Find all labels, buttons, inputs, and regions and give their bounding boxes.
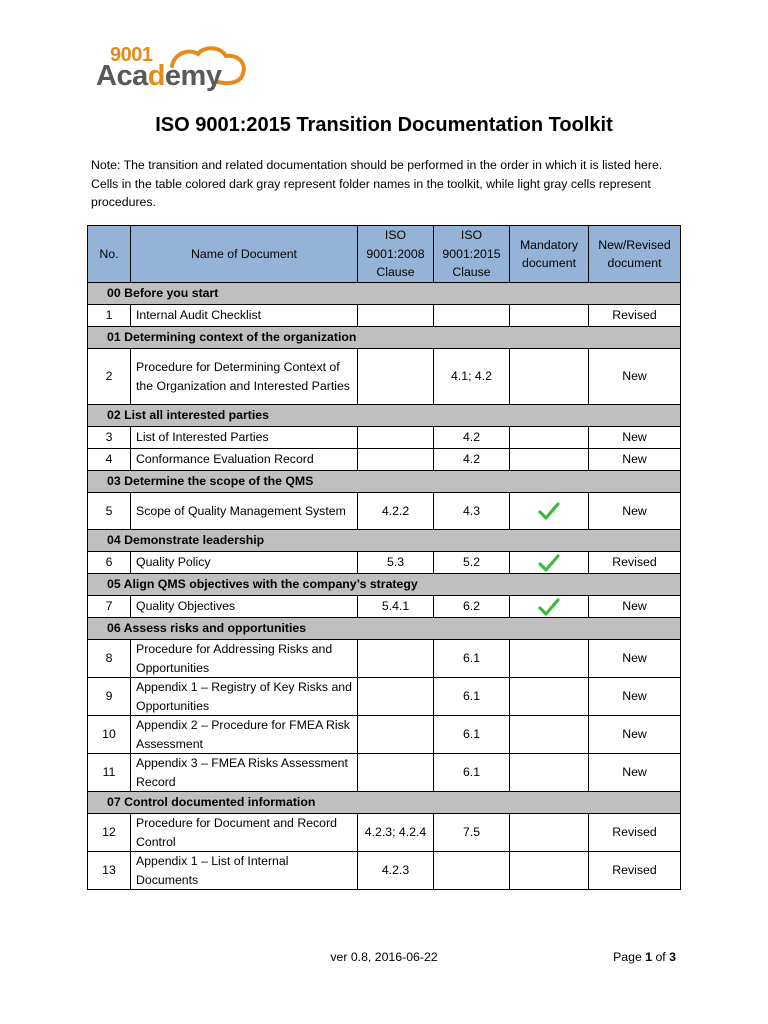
status-cell: Revised xyxy=(589,552,681,574)
row-number: 10 xyxy=(88,716,131,754)
folder-name: 01 Determining context of the organization xyxy=(88,327,681,349)
mandatory-cell xyxy=(510,552,589,574)
iso2015-clause: 6.1 xyxy=(434,754,510,792)
row-number: 7 xyxy=(88,596,131,618)
iso2008-clause xyxy=(358,449,434,471)
status-cell: Revised xyxy=(589,305,681,327)
iso2015-clause: 7.5 xyxy=(434,814,510,852)
row-number: 9 xyxy=(88,678,131,716)
row-number: 4 xyxy=(88,449,131,471)
document-name: Conformance Evaluation Record xyxy=(131,449,358,471)
status-cell: New xyxy=(589,716,681,754)
logo-number: 9001 xyxy=(110,44,153,66)
document-name: Appendix 2 – Procedure for FMEA Risk Assessment xyxy=(131,716,358,754)
folder-row xyxy=(88,471,681,493)
folder-name: 06 Assess risks and opportunities xyxy=(88,618,681,640)
table-row xyxy=(88,305,681,327)
iso2015-clause: 4.2 xyxy=(434,449,510,471)
row-number: 6 xyxy=(88,552,131,574)
document-name: Quality Policy xyxy=(131,552,358,574)
document-name: Appendix 1 – Registry of Key Risks and Opportunities xyxy=(131,678,358,716)
header-mandatory: Mandatory document xyxy=(510,226,589,283)
status-cell: New xyxy=(589,449,681,471)
status-cell: New xyxy=(589,427,681,449)
table-row xyxy=(88,640,681,678)
iso2008-clause xyxy=(358,349,434,405)
mandatory-cell xyxy=(510,349,589,405)
folder-row xyxy=(88,618,681,640)
document-name: Appendix 3 – FMEA Risks Assessment Record xyxy=(131,754,358,792)
row-number: 13 xyxy=(88,852,131,890)
document-name: Scope of Quality Management System xyxy=(131,493,358,530)
iso2015-clause: 5.2 xyxy=(434,552,510,574)
iso2008-clause: 5.3 xyxy=(358,552,434,574)
iso2008-clause: 4.2.2 xyxy=(358,493,434,530)
folder-row xyxy=(88,574,681,596)
iso2008-clause: 5.4.1 xyxy=(358,596,434,618)
iso2008-clause xyxy=(358,716,434,754)
mandatory-cell xyxy=(510,449,589,471)
mandatory-cell xyxy=(510,640,589,678)
mandatory-cell xyxy=(510,427,589,449)
folder-name: 05 Align QMS objectives with the company’s strategy xyxy=(88,574,681,596)
document-name: Quality Objectives xyxy=(131,596,358,618)
iso2008-clause xyxy=(358,678,434,716)
document-name: Procedure for Determining Context of the Organization and Interested Parties xyxy=(131,349,358,405)
iso2008-clause xyxy=(358,754,434,792)
status-cell: Revised xyxy=(589,852,681,890)
table-row xyxy=(88,814,681,852)
checkmark-icon xyxy=(515,597,583,617)
row-number: 1 xyxy=(88,305,131,327)
table-row xyxy=(88,493,681,530)
mandatory-cell xyxy=(510,596,589,618)
iso2015-clause: 4.2 xyxy=(434,427,510,449)
mandatory-cell xyxy=(510,814,589,852)
table-row xyxy=(88,596,681,618)
folder-row xyxy=(88,792,681,814)
table-row xyxy=(88,449,681,471)
table-header-row xyxy=(88,226,681,283)
documents-table xyxy=(87,225,681,890)
mandatory-cell xyxy=(510,754,589,792)
mandatory-cell xyxy=(510,678,589,716)
iso2015-clause: 6.2 xyxy=(434,596,510,618)
document-name: Procedure for Document and Record Control xyxy=(131,814,358,852)
folder-row xyxy=(88,405,681,427)
iso2015-clause xyxy=(434,305,510,327)
row-number: 8 xyxy=(88,640,131,678)
note-text: Note: The transition and related documentation should be performed in the order in which it is listed here. Cells in the table colored dark gray represent folder names in the toolkit, while light gray cells represent procedures. xyxy=(91,158,663,209)
iso2015-clause: 6.1 xyxy=(434,716,510,754)
iso2008-clause xyxy=(358,305,434,327)
folder-name: 03 Determine the scope of the QMS xyxy=(88,471,681,493)
iso2015-clause: 4.3 xyxy=(434,493,510,530)
folder-name: 02 List all interested parties xyxy=(88,405,681,427)
row-number: 5 xyxy=(88,493,131,530)
iso2015-clause: 6.1 xyxy=(434,678,510,716)
mandatory-cell xyxy=(510,305,589,327)
logo xyxy=(96,44,256,100)
header-iso2008: ISO 9001:2008 Clause xyxy=(358,226,434,283)
page-title: ISO 9001:2015 Transition Documentation Toolkit xyxy=(155,114,613,136)
row-number: 12 xyxy=(88,814,131,852)
footer-page-number: Page 1 of 3 xyxy=(613,950,676,964)
table-row xyxy=(88,349,681,405)
checkmark-icon xyxy=(515,501,583,521)
header-name: Name of Document xyxy=(131,226,358,283)
status-cell: New xyxy=(589,596,681,618)
folder-row xyxy=(88,530,681,552)
document-name: Appendix 1 – List of Internal Documents xyxy=(131,852,358,890)
logo-wordmark: Academy xyxy=(96,60,222,92)
status-cell: New xyxy=(589,678,681,716)
iso2008-clause: 4.2.3 xyxy=(358,852,434,890)
row-number: 11 xyxy=(88,754,131,792)
table-row xyxy=(88,678,681,716)
mandatory-cell xyxy=(510,852,589,890)
mandatory-cell xyxy=(510,716,589,754)
folder-name: 07 Control documented information xyxy=(88,792,681,814)
iso2015-clause: 4.1; 4.2 xyxy=(434,349,510,405)
folder-row xyxy=(88,327,681,349)
iso2015-clause xyxy=(434,852,510,890)
iso2008-clause xyxy=(358,640,434,678)
status-cell: New xyxy=(589,754,681,792)
header-status: New/Revised document xyxy=(589,226,681,283)
folder-name: 00 Before you start xyxy=(88,283,681,305)
table-row xyxy=(88,754,681,792)
document-name: List of Interested Parties xyxy=(131,427,358,449)
table-row xyxy=(88,716,681,754)
status-cell: Revised xyxy=(589,814,681,852)
status-cell: New xyxy=(589,493,681,530)
table-row xyxy=(88,852,681,890)
footer-version: ver 0.8, 2016-06-22 xyxy=(330,950,438,964)
row-number: 3 xyxy=(88,427,131,449)
status-cell: New xyxy=(589,640,681,678)
checkmark-icon xyxy=(515,553,583,573)
row-number: 2 xyxy=(88,349,131,405)
header-no: No. xyxy=(88,226,131,283)
table-row xyxy=(88,427,681,449)
mandatory-cell xyxy=(510,493,589,530)
iso2008-clause xyxy=(358,427,434,449)
iso2008-clause: 4.2.3; 4.2.4 xyxy=(358,814,434,852)
header-iso2015: ISO 9001:2015 Clause xyxy=(434,226,510,283)
folder-row xyxy=(88,283,681,305)
iso2015-clause: 6.1 xyxy=(434,640,510,678)
folder-name: 04 Demonstrate leadership xyxy=(88,530,681,552)
status-cell: New xyxy=(589,349,681,405)
document-name: Internal Audit Checklist xyxy=(131,305,358,327)
document-name: Procedure for Addressing Risks and Opportunities xyxy=(131,640,358,678)
table-row xyxy=(88,552,681,574)
